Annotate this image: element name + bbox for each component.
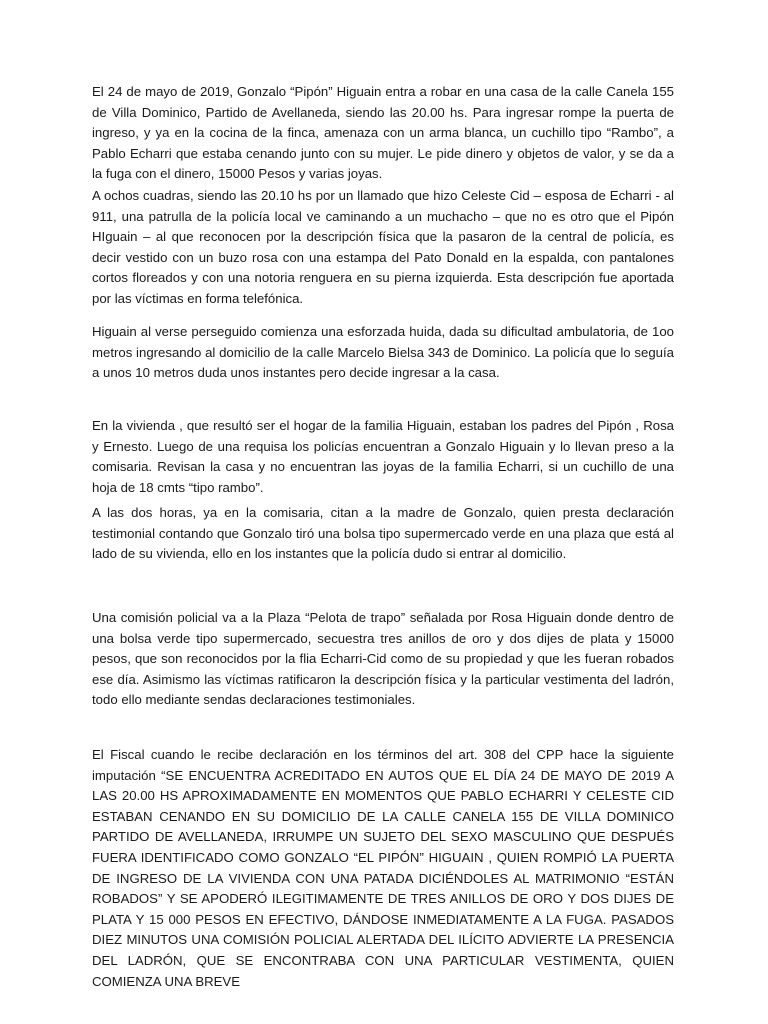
- paragraph-mother-testimony: A las dos horas, ya en la comisaria, citan a la madre de Gonzalo, quien presta declaración testimonial contando que Gonzalo tiró una bolsa tipo supermercado verde en una plaza que está al lado de su vivienda, ello en los instantes que la policía dudo si entrar al domicilio.: [92, 505, 674, 562]
- paragraph-escape: Higuain al verse perseguido comienza una esforzada huida, dada su dificultad ambulatoria, de 1oo metros ingresando al domicilio de la calle Marcelo Bielsa 343 de Dominico. La policía que lo seguía a unos 10 metros duda unos instantes pero decide ingresar a la casa.: [92, 324, 674, 381]
- paragraph-house-search: En la vivienda , que resultó ser el hogar de la familia Higuain, estaban los padres del Pipón , Rosa y Ernesto. Luego de una requisa los policías encuentran a Gonzalo Higuain y lo llevan preso a la comisaria. Revisan la casa y no encuentran las joyas de la familia Echarri, si un cuchillo de una hoja de 18 cmts “tipo rambo”.: [92, 418, 674, 495]
- paragraph-police-patrol: A ochos cuadras, siendo las 20.10 hs por un llamado que hizo Celeste Cid – esposa de Echarri - al 911, una patrulla de la policía local ve caminando a un muchacho – que no es otro que el Pipón HIguain – al que reconocen por la descripción física que la pasaron de la central de policía, es decir vestido con un buzo rosa con una estampa del Pato Donald en la espalda, con pantalones cortos floreados y con una notoria renguera en su pierna izquierda. Esta descripción fue aportada por las víctimas en forma telefónica.: [92, 188, 674, 306]
- paragraph-robbery-description: El 24 de mayo de 2019, Gonzalo “Pipón” Higuain entra a robar en una casa de la calle Canela 155 de Villa Dominico, Partido de Avellaneda, siendo las 20.00 hs. Para ingresar rompe la puerta de ingreso, y ya en la cocina de la finca, amenaza con un arma blanca, un cuchillo tipo “Rambo”, a Pablo Echarri que estaba cenando junto con su mujer. Le pide dinero y objetos de valor, y se da a la fuga con el dinero, 15000 Pesos y varias joyas.: [92, 84, 674, 182]
- paragraph-bag-recovery: Una comisión policial va a la Plaza “Pelota de trapo” señalada por Rosa Higuain donde dentro de una bolsa verde tipo supermercado, secuestra tres anillos de oro y dos dijes de plata y 15000 pesos, que son reconocidos por la flia Echarri-Cid como de su propiedad y que les fueran robados ese día. Asimismo las víctimas ratificaron la descripción física y la particular vestimenta del ladrón, todo ello mediante sendas declaraciones testimoniales.: [92, 610, 674, 708]
- paragraph-fiscal-imputation: El Fiscal cuando le recibe declaración en los términos del art. 308 del CPP hace la siguiente imputación “SE ENCUENTRA ACREDITADO EN AUTOS QUE EL DÍA 24 DE MAYO DE 2019 A LAS 20.00 HS APROXIMADAMENTE EN MOMENTOS QUE PABLO ECHARRI Y CELESTE CID ESTABAN CENANDO EN SU DOMICILIO DE LA CALLE CANELA 155 DE VILLA DOMINICO PARTIDO DE AVELLANEDA, IRRUMPE UN SUJETO DEL SEXO MASCULINO QUE DESPUÉS FUERA IDENTIFICADO COMO GONZALO “EL PIPÓN” HIGUAIN , QUIEN ROMPIÓ LA PUERTA DE INGRESO DE LA VIVIENDA CON UNA PATADA DICIÉNDOLES AL MATRIMONIO “ESTÁN ROBADOS” Y SE APODERÓ ILEGITIMAMENTE DE TRES ANILLOS DE ORO Y DOS DIJES DE PLATA Y 15 000 PESOS EN EFECTIVO, DÁNDOSE INMEDIATAMENTE A LA FUGA. PASADOS DIEZ MINUTOS UNA COMISIÓN POLICIAL ALERTADA DEL ILÍCITO ADVIERTE LA PRESENCIA DEL LADRÓN, QUE SE ENCONTRABA CON UNA PARTICULAR VESTIMENTA, QUIEN COMIENZA UNA BREVE: [92, 747, 674, 989]
